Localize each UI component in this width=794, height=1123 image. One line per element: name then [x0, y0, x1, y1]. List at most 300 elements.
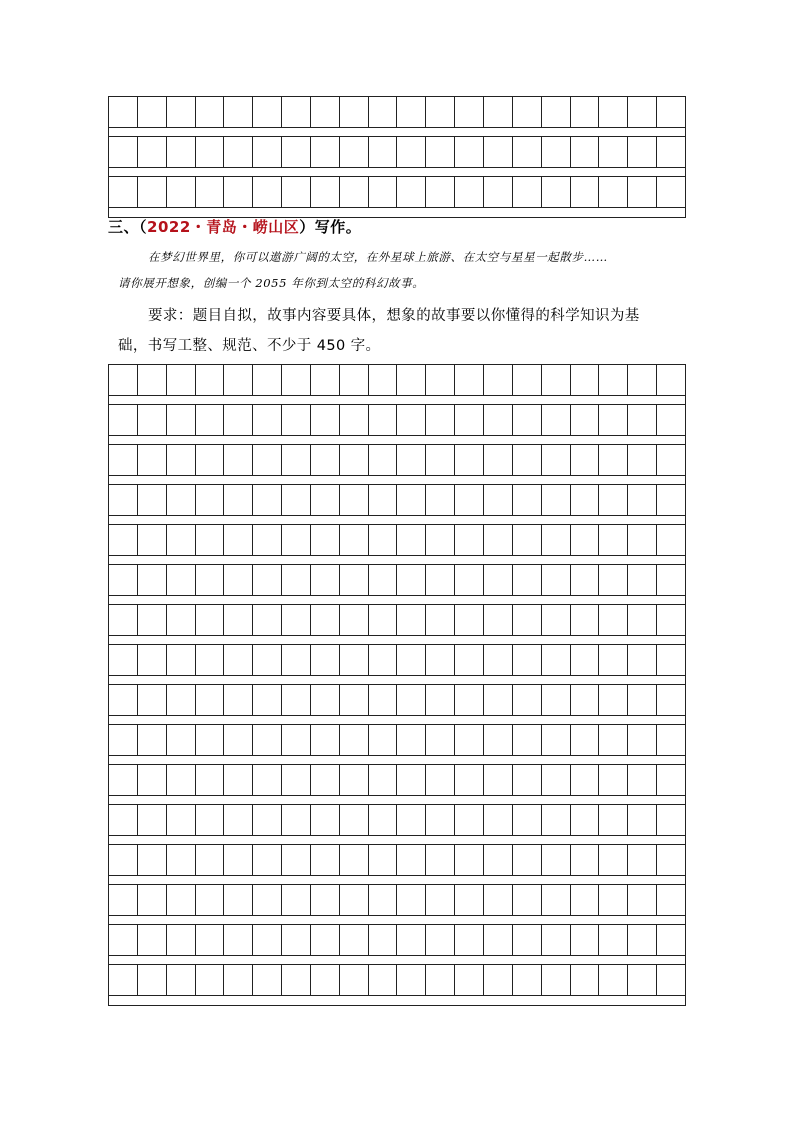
question-source: 2022・青岛・崂山区	[147, 218, 300, 236]
grid-cell	[599, 605, 628, 635]
grid-cell	[369, 445, 398, 475]
grid-cell	[426, 725, 455, 755]
grid-cell	[282, 97, 311, 127]
grid-row	[109, 965, 685, 995]
grid-cell	[311, 525, 340, 555]
grid-cell	[542, 97, 571, 127]
grid-cell	[657, 645, 685, 675]
grid-cell	[109, 605, 138, 635]
grid-cell	[542, 605, 571, 635]
grid-cell	[397, 177, 426, 207]
grid-cell	[599, 725, 628, 755]
grid-cell	[513, 925, 542, 955]
grid-cell	[397, 137, 426, 167]
grid-cell	[657, 405, 685, 435]
grid-cell	[426, 965, 455, 995]
grid-cell	[455, 885, 484, 915]
grid-cell	[484, 137, 513, 167]
grid-cell	[628, 645, 657, 675]
grid-row-gap	[109, 127, 685, 137]
grid-cell	[571, 765, 600, 795]
grid-row-gap	[109, 635, 685, 645]
grid-cell	[571, 405, 600, 435]
grid-cell	[340, 97, 369, 127]
grid-cell	[397, 405, 426, 435]
grid-cell	[571, 965, 600, 995]
grid-cell	[628, 177, 657, 207]
writing-grid-top	[108, 96, 686, 218]
grid-cell	[224, 765, 253, 795]
grid-cell	[167, 365, 196, 395]
grid-cell	[484, 885, 513, 915]
grid-cell	[426, 765, 455, 795]
grid-cell	[455, 845, 484, 875]
grid-cell	[311, 565, 340, 595]
grid-cell	[542, 365, 571, 395]
grid-cell	[657, 765, 685, 795]
grid-cell	[311, 365, 340, 395]
grid-cell	[628, 97, 657, 127]
grid-row-gap	[109, 675, 685, 685]
grid-cell	[369, 137, 398, 167]
grid-cell	[224, 965, 253, 995]
grid-cell	[167, 445, 196, 475]
grid-cell	[340, 845, 369, 875]
grid-cell	[196, 605, 225, 635]
grid-cell	[253, 765, 282, 795]
grid-row	[109, 485, 685, 515]
grid-cell	[196, 445, 225, 475]
grid-cell	[657, 605, 685, 635]
grid-cell	[571, 685, 600, 715]
grid-row-gap	[109, 995, 685, 1005]
grid-cell	[484, 445, 513, 475]
grid-cell	[455, 177, 484, 207]
grid-cell	[397, 97, 426, 127]
grid-cell	[484, 765, 513, 795]
grid-cell	[138, 685, 167, 715]
grid-row	[109, 885, 685, 915]
grid-cell	[253, 685, 282, 715]
grid-cell	[484, 405, 513, 435]
grid-cell	[311, 685, 340, 715]
grid-cell	[484, 97, 513, 127]
grid-cell	[599, 97, 628, 127]
grid-cell	[455, 97, 484, 127]
grid-cell	[513, 645, 542, 675]
grid-cell	[513, 605, 542, 635]
grid-cell	[224, 445, 253, 475]
grid-cell	[571, 177, 600, 207]
grid-cell	[109, 685, 138, 715]
grid-cell	[657, 565, 685, 595]
grid-cell	[196, 565, 225, 595]
grid-cell	[109, 565, 138, 595]
grid-cell	[224, 405, 253, 435]
grid-cell	[340, 485, 369, 515]
grid-row	[109, 565, 685, 595]
grid-cell	[369, 365, 398, 395]
grid-cell	[340, 605, 369, 635]
grid-cell	[369, 765, 398, 795]
grid-cell	[571, 725, 600, 755]
grid-cell	[282, 137, 311, 167]
grid-cell	[513, 965, 542, 995]
grid-cell	[542, 845, 571, 875]
grid-cell	[484, 685, 513, 715]
grid-cell	[253, 365, 282, 395]
grid-cell	[196, 765, 225, 795]
grid-cell	[196, 845, 225, 875]
grid-cell	[599, 365, 628, 395]
grid-cell	[484, 965, 513, 995]
grid-cell	[253, 137, 282, 167]
grid-cell	[253, 525, 282, 555]
grid-row-gap	[109, 515, 685, 525]
grid-cell	[628, 805, 657, 835]
grid-cell	[282, 605, 311, 635]
grid-cell	[196, 525, 225, 555]
grid-cell	[426, 645, 455, 675]
grid-cell	[397, 365, 426, 395]
grid-cell	[138, 605, 167, 635]
grid-cell	[571, 485, 600, 515]
grid-cell	[542, 725, 571, 755]
grid-cell	[657, 137, 685, 167]
grid-cell	[167, 685, 196, 715]
grid-cell	[196, 485, 225, 515]
grid-cell	[138, 97, 167, 127]
grid-cell	[513, 405, 542, 435]
grid-cell	[455, 805, 484, 835]
grid-cell	[167, 485, 196, 515]
grid-cell	[282, 405, 311, 435]
grid-cell	[426, 97, 455, 127]
question-number: 三、	[108, 218, 140, 236]
grid-cell	[484, 725, 513, 755]
grid-cell	[397, 925, 426, 955]
requirement-line-1: 要求：题目自拟，故事内容要具体，想象的故事要以你懂得的科学知识为基	[148, 308, 640, 324]
grid-cell	[513, 525, 542, 555]
grid-cell	[224, 605, 253, 635]
grid-cell	[455, 565, 484, 595]
grid-cell	[571, 97, 600, 127]
grid-cell	[167, 525, 196, 555]
grid-cell	[282, 725, 311, 755]
grid-cell	[513, 565, 542, 595]
grid-cell	[455, 645, 484, 675]
grid-cell	[484, 177, 513, 207]
grid-cell	[311, 137, 340, 167]
question-heading	[108, 216, 361, 237]
grid-cell	[282, 525, 311, 555]
grid-cell	[340, 405, 369, 435]
grid-row	[109, 445, 685, 475]
grid-cell	[426, 845, 455, 875]
grid-cell	[340, 885, 369, 915]
grid-cell	[599, 645, 628, 675]
grid-cell	[571, 365, 600, 395]
grid-cell	[397, 565, 426, 595]
grid-cell	[369, 805, 398, 835]
grid-cell	[657, 97, 685, 127]
grid-cell	[138, 845, 167, 875]
grid-cell	[224, 845, 253, 875]
grid-cell	[138, 645, 167, 675]
grid-cell	[369, 605, 398, 635]
grid-cell	[253, 445, 282, 475]
grid-cell	[224, 485, 253, 515]
grid-cell	[513, 805, 542, 835]
grid-cell	[426, 445, 455, 475]
grid-cell	[426, 365, 455, 395]
grid-cell	[282, 765, 311, 795]
grid-cell	[340, 925, 369, 955]
grid-cell	[282, 445, 311, 475]
grid-cell	[253, 177, 282, 207]
grid-cell	[196, 685, 225, 715]
grid-row-gap	[109, 167, 685, 177]
grid-cell	[657, 685, 685, 715]
grid-cell	[167, 137, 196, 167]
grid-cell	[455, 445, 484, 475]
grid-cell	[628, 485, 657, 515]
grid-cell	[224, 365, 253, 395]
grid-cell	[311, 885, 340, 915]
grid-cell	[455, 365, 484, 395]
grid-row	[109, 97, 685, 127]
grid-cell	[109, 805, 138, 835]
grid-cell	[484, 845, 513, 875]
grid-cell	[426, 885, 455, 915]
grid-cell	[311, 845, 340, 875]
grid-cell	[397, 685, 426, 715]
grid-cell	[426, 565, 455, 595]
grid-cell	[109, 97, 138, 127]
grid-cell	[484, 605, 513, 635]
grid-cell	[426, 405, 455, 435]
grid-row	[109, 177, 685, 207]
grid-cell	[599, 925, 628, 955]
grid-cell	[224, 925, 253, 955]
grid-cell	[109, 965, 138, 995]
grid-row	[109, 925, 685, 955]
grid-row-gap	[109, 875, 685, 885]
grid-cell	[167, 645, 196, 675]
grid-cell	[138, 485, 167, 515]
grid-cell	[455, 765, 484, 795]
grid-cell	[109, 485, 138, 515]
grid-cell	[369, 405, 398, 435]
grid-cell	[657, 805, 685, 835]
grid-cell	[282, 805, 311, 835]
grid-cell	[455, 605, 484, 635]
grid-cell	[109, 885, 138, 915]
grid-cell	[657, 525, 685, 555]
grid-cell	[196, 137, 225, 167]
grid-cell	[628, 845, 657, 875]
grid-cell	[282, 485, 311, 515]
grid-cell	[167, 965, 196, 995]
grid-cell	[628, 565, 657, 595]
grid-cell	[397, 485, 426, 515]
grid-cell	[455, 137, 484, 167]
grid-cell	[484, 805, 513, 835]
grid-cell	[455, 485, 484, 515]
grid-row-gap	[109, 715, 685, 725]
grid-cell	[628, 765, 657, 795]
grid-cell	[311, 485, 340, 515]
grid-cell	[109, 845, 138, 875]
grid-row	[109, 137, 685, 167]
grid-cell	[369, 925, 398, 955]
grid-cell	[196, 177, 225, 207]
grid-cell	[657, 365, 685, 395]
grid-cell	[542, 925, 571, 955]
grid-cell	[369, 845, 398, 875]
grid-cell	[167, 845, 196, 875]
grid-cell	[253, 805, 282, 835]
grid-cell	[599, 685, 628, 715]
grid-cell	[628, 405, 657, 435]
grid-cell	[311, 965, 340, 995]
grid-cell	[484, 925, 513, 955]
grid-cell	[513, 845, 542, 875]
grid-cell	[628, 137, 657, 167]
grid-cell	[397, 965, 426, 995]
grid-cell	[369, 725, 398, 755]
grid-cell	[571, 805, 600, 835]
grid-cell	[138, 965, 167, 995]
grid-cell	[455, 405, 484, 435]
prompt-line-2: 请你展开想象，创编一个 2055 年你到太空的科幻故事。	[118, 276, 425, 290]
grid-cell	[542, 685, 571, 715]
grid-cell	[628, 525, 657, 555]
grid-cell	[599, 445, 628, 475]
grid-cell	[253, 565, 282, 595]
grid-cell	[628, 365, 657, 395]
grid-cell	[138, 445, 167, 475]
grid-cell	[340, 725, 369, 755]
grid-cell	[167, 885, 196, 915]
grid-cell	[513, 725, 542, 755]
grid-cell	[628, 885, 657, 915]
grid-cell	[253, 965, 282, 995]
grid-cell	[138, 525, 167, 555]
grid-cell	[484, 365, 513, 395]
requirement-line-2: 础，书写工整、规范、不少于 450 字。	[118, 338, 381, 354]
grid-cell	[513, 445, 542, 475]
grid-cell	[599, 405, 628, 435]
grid-row	[109, 525, 685, 555]
grid-cell	[426, 925, 455, 955]
grid-cell	[109, 765, 138, 795]
grid-cell	[455, 685, 484, 715]
grid-cell	[657, 965, 685, 995]
grid-cell	[571, 925, 600, 955]
grid-cell	[599, 885, 628, 915]
grid-cell	[138, 177, 167, 207]
grid-cell	[657, 845, 685, 875]
grid-cell	[340, 137, 369, 167]
grid-row	[109, 685, 685, 715]
grid-cell	[571, 525, 600, 555]
grid-cell	[628, 605, 657, 635]
grid-cell	[484, 565, 513, 595]
grid-cell	[109, 445, 138, 475]
grid-cell	[253, 725, 282, 755]
grid-cell	[513, 97, 542, 127]
grid-cell	[628, 925, 657, 955]
grid-cell	[657, 177, 685, 207]
grid-cell	[542, 525, 571, 555]
grid-cell	[484, 645, 513, 675]
grid-cell	[657, 925, 685, 955]
grid-row	[109, 405, 685, 435]
grid-cell	[224, 725, 253, 755]
grid-cell	[167, 805, 196, 835]
grid-cell	[484, 525, 513, 555]
grid-cell	[196, 405, 225, 435]
grid-cell	[426, 525, 455, 555]
grid-cell	[340, 805, 369, 835]
grid-cell	[397, 845, 426, 875]
grid-row	[109, 845, 685, 875]
grid-cell	[542, 445, 571, 475]
prompt-line-1: 在梦幻世界里，你可以遨游广阔的太空，在外星球上旅游、在太空与星星一起散步……	[148, 250, 608, 264]
grid-cell	[282, 365, 311, 395]
grid-cell	[282, 965, 311, 995]
grid-cell	[167, 925, 196, 955]
grid-cell	[138, 725, 167, 755]
grid-cell	[340, 525, 369, 555]
grid-cell	[282, 685, 311, 715]
grid-cell	[196, 97, 225, 127]
grid-cell	[513, 765, 542, 795]
grid-cell	[369, 177, 398, 207]
grid-cell	[253, 485, 282, 515]
grid-cell	[426, 685, 455, 715]
grid-cell	[311, 177, 340, 207]
grid-cell	[571, 445, 600, 475]
grid-cell	[224, 137, 253, 167]
grid-cell	[224, 177, 253, 207]
grid-cell	[282, 845, 311, 875]
grid-row-gap	[109, 475, 685, 485]
grid-cell	[340, 565, 369, 595]
grid-cell	[542, 405, 571, 435]
grid-cell	[397, 725, 426, 755]
grid-cell	[109, 365, 138, 395]
grid-cell	[311, 645, 340, 675]
grid-cell	[426, 805, 455, 835]
grid-cell	[109, 177, 138, 207]
grid-cell	[340, 685, 369, 715]
question-task: 写作。	[314, 218, 362, 236]
grid-cell	[224, 685, 253, 715]
grid-cell	[109, 405, 138, 435]
grid-cell	[340, 965, 369, 995]
grid-cell	[542, 137, 571, 167]
grid-cell	[657, 725, 685, 755]
grid-cell	[369, 885, 398, 915]
grid-cell	[196, 365, 225, 395]
grid-cell	[109, 925, 138, 955]
grid-cell	[369, 97, 398, 127]
grid-cell	[455, 965, 484, 995]
grid-cell	[167, 177, 196, 207]
grid-row	[109, 365, 685, 395]
